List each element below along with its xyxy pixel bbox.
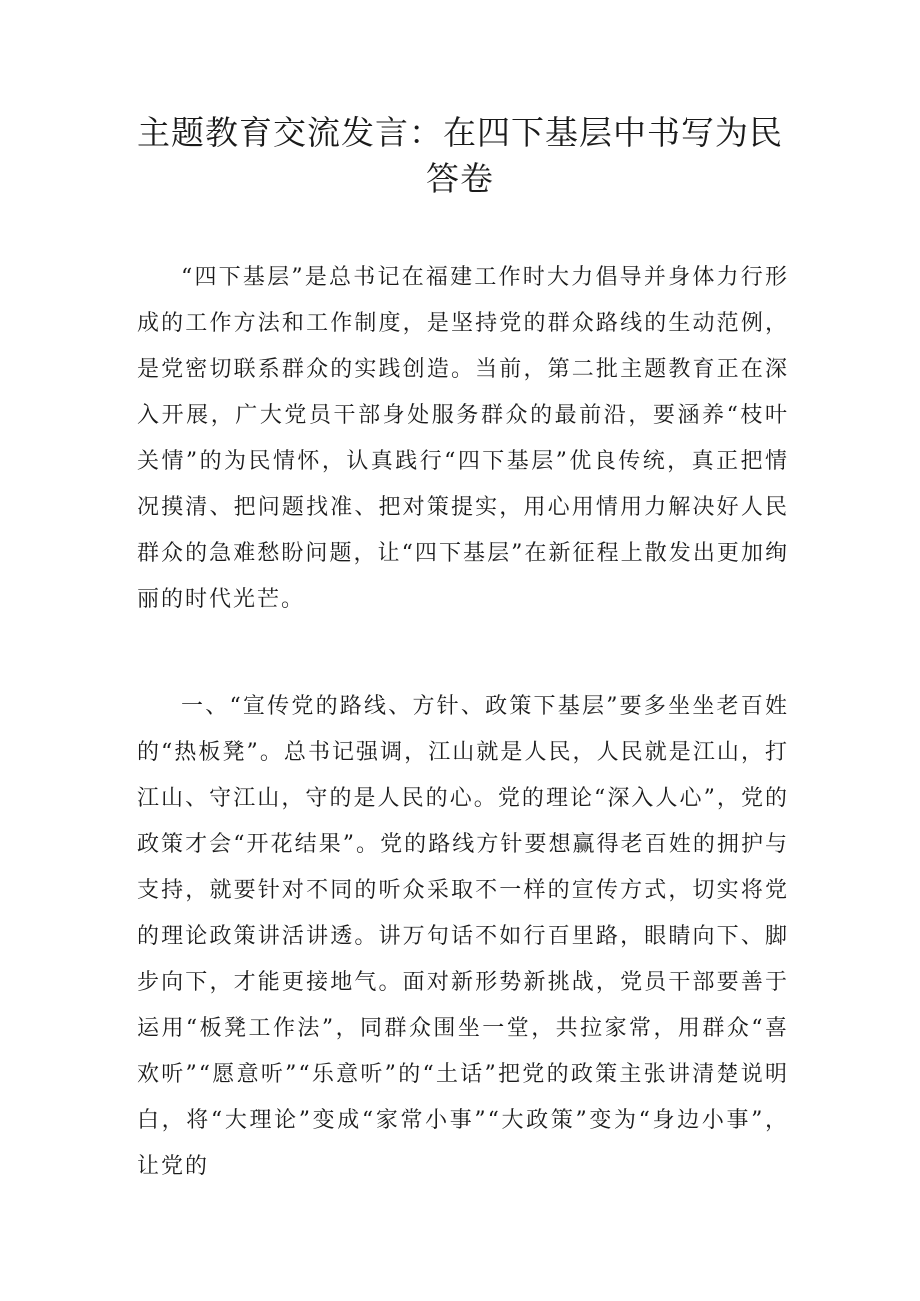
title-line-2: 答卷	[426, 159, 494, 198]
document-title	[100, 110, 820, 202]
paragraph-section-one: 一、“宣传党的路线、方针、政策下基层”要多坐坐老百姓的“热板凳”。总书记强调，江山就是人民，人民就是江山，打江山、守江山，守的是人民的心。党的理论“深入人心”，党的政策才会“开花结果”。党的路线方针要想赢得老百姓的拥护与支持，就要针对不同的听众采取不一样的宣传方式，切实将党的理论政策讲活讲透。讲万句话不如行百里路，眼睛向下、脚步向下，才能更接地气。面对新形势新挑战，党员干部要善于运用“板凳工作法”，同群众围坐一堂，共拉家常，用群众“喜欢听”“愿意听”“乐意听”的“土话”把党的政策主张讲清楚说明白，将“大理论”变成“家常小事”“大政策”变为“身边小事”，让党的	[137, 694, 789, 1179]
title-line-1: 主题教育交流发言：在四下基层中书写为民	[137, 113, 783, 152]
paragraph-intro: “四下基层”是总书记在福建工作时大力倡导并身体力行形成的工作方法和工作制度，是坚持党的群众路线的生动范例，是党密切联系群众的实践创造。当前，第二批主题教育正在深入开展，广大党员干部身处服务群众的最前沿，要涵养“枝叶关情”的为民情怀，认真践行“四下基层”优良传统，真正把情况摸清、把问题找准、把对策提实，用心用情用力解决好人民群众的急难愁盼问题，让“四下基层”在新征程上散发出更加绚丽的时代光芒。	[137, 265, 789, 612]
